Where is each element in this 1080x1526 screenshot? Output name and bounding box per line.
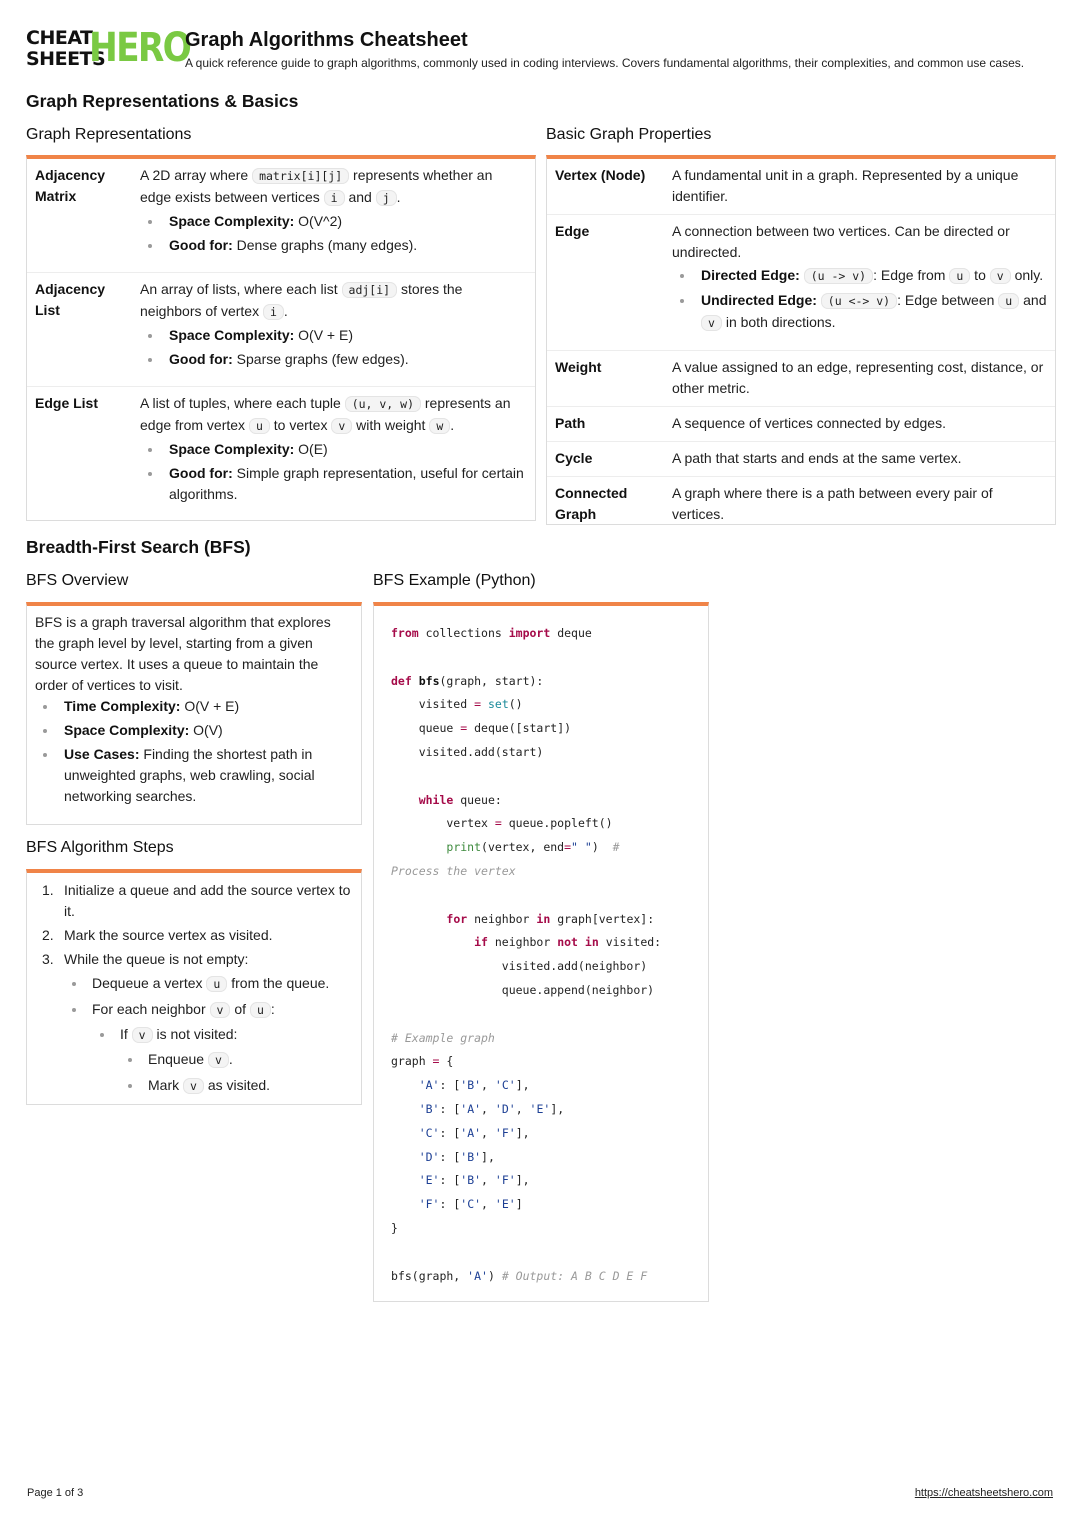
table-row [547, 351, 1055, 407]
section-title-representations: Graph Representations & Basics [26, 91, 299, 111]
text: in both directions. [721, 314, 836, 330]
text: . [228, 1051, 233, 1067]
list-item [140, 235, 527, 256]
inline-code: v [210, 1002, 231, 1018]
list-item [140, 349, 527, 370]
inline-code: u [998, 293, 1019, 309]
sub-list [120, 1049, 353, 1097]
row-key: Vertex (Node) [555, 167, 646, 183]
text: : [270, 1001, 275, 1017]
table-row [27, 273, 535, 387]
text: A list of tuples, where each tuple [140, 395, 345, 411]
table-row [27, 387, 535, 516]
code-block: from collections import deque def bfs(graph, start): visited = set() queue = deque([start]) visited.add(start) while queue: vertex = queue.popleft() print(vertex, end=" ") # Process the vertex for neighbor in graph[vertex]: if neighbor not in visited: visited.add(neighbor) queue.append(neighbor) # Example graph graph = { 'A': ['B', 'C'], 'B': ['A', 'D', 'E'], 'C': ['A', 'F'], 'D': ['B'], 'E': ['B', 'F'], 'F': ['C', 'E'] } bfs(graph, 'A') # Output: A B C D E F [391, 626, 662, 1283]
text: . [283, 303, 288, 319]
page-subtitle: A quick reference guide to graph algorithms, commonly used in coding interviews. Covers fundamental algorithms, their complexities, and common use cases. [185, 56, 1025, 70]
list-item [92, 1024, 353, 1097]
text: only. [1010, 267, 1044, 283]
text: Initialize a queue and add the source vertex to it. [64, 882, 351, 919]
row-value [664, 215, 1055, 351]
page-number: Page 1 of 3 [27, 1487, 84, 1499]
row-value: A path that starts and ends at the same vertex. [664, 442, 1055, 477]
label: Space Complexity: [169, 441, 295, 457]
inline-code: i [263, 304, 284, 320]
row-key: Edge List [27, 387, 132, 516]
text: is not visited: [152, 1026, 238, 1042]
card-bfs-overview [26, 602, 362, 825]
text: with weight [352, 417, 430, 433]
label: Space Complexity: [169, 327, 295, 343]
text: to [970, 267, 990, 283]
text: from the queue. [227, 975, 330, 991]
logo-line1: CHEAT [26, 27, 93, 49]
logo-hero: HERO [89, 25, 191, 71]
row-key: Connected Graph [547, 477, 664, 533]
label: Directed Edge: [701, 267, 800, 283]
card-title-bfs-overview: BFS Overview [26, 572, 129, 589]
list-item [140, 325, 527, 346]
list-item [140, 211, 527, 232]
page-title: Graph Algorithms Cheatsheet [185, 29, 468, 51]
inline-code: matrix[i][j] [252, 168, 349, 184]
text: . [396, 189, 401, 205]
row-value [132, 387, 535, 516]
inline-code: v [208, 1052, 229, 1068]
overview-text: BFS is a graph traversal algorithm that explores the graph level by level, starting from a given source vertex. It uses a queue to maintain the order of vertices to visit. [35, 614, 331, 693]
label: Time Complexity: [64, 698, 181, 714]
text: stores the neighbors of vertex [140, 281, 463, 319]
list-item [120, 1075, 353, 1097]
inline-code: adj[i] [342, 282, 398, 298]
list-item [35, 949, 353, 1097]
representations-table [27, 159, 535, 515]
row-key: Adjacency List [27, 273, 132, 387]
value: Finding the shortest path in unweighted graphs, web crawling, social networking searches. [64, 746, 315, 804]
step-number: 2. [42, 927, 54, 943]
text: represents whether an edge exists between vertices [140, 167, 493, 205]
inline-code: u [249, 418, 270, 434]
value: O(V^2) [294, 213, 343, 229]
bullet-list [140, 211, 527, 256]
row-value: A fundamental unit in a graph. Represented by a unique identifier. [672, 167, 1019, 204]
table-row [547, 159, 1055, 215]
text: : Edge from [873, 267, 950, 283]
label: Good for: [169, 237, 233, 253]
value: O(V + E) [180, 698, 240, 714]
text: A connection between two vertices. Can be directed or undirected. [672, 223, 1010, 260]
row-key: Cycle [547, 442, 664, 477]
value: Sparse graphs (few edges). [232, 351, 409, 367]
text: represents an edge from vertex [140, 395, 511, 433]
list-item [672, 265, 1047, 287]
text: Mark [148, 1077, 183, 1093]
label: Good for: [169, 351, 233, 367]
inline-code: v [132, 1027, 153, 1043]
bullet-list [140, 325, 527, 370]
bullet-list [140, 439, 527, 505]
table-row [27, 159, 535, 273]
list-item [140, 463, 527, 505]
sub-list [64, 973, 353, 1097]
list-item [35, 744, 353, 807]
inline-code: (u, v, w) [345, 396, 421, 412]
row-key: Adjacency Matrix [35, 167, 106, 204]
properties-table [547, 159, 1055, 532]
step-number: 3. [42, 951, 54, 967]
section-title-bfs: Breadth-First Search (BFS) [26, 537, 251, 557]
inline-code: v [701, 315, 722, 331]
step-number: 1. [42, 882, 54, 898]
card-title-bfs-example: BFS Example (Python) [373, 572, 536, 589]
steps-list [27, 873, 361, 1097]
logo-line2: SHEETS [26, 48, 106, 70]
bullet-list [27, 696, 361, 807]
list-item [35, 880, 353, 922]
value: Dense graphs (many edges). [232, 237, 418, 253]
list-item [64, 999, 353, 1097]
card-basic-properties [546, 155, 1056, 525]
inline-code: u [250, 1002, 271, 1018]
row-value: A graph where there is a path between every pair of vertices. [664, 477, 1055, 533]
text: Enqueue [148, 1051, 208, 1067]
text: to vertex [269, 417, 332, 433]
text: . [450, 417, 455, 433]
inline-code: v [183, 1078, 204, 1094]
table-row [547, 407, 1055, 442]
value: Simple graph representation, useful for certain algorithms. [169, 465, 524, 502]
row-value: A sequence of vertices connected by edges. [664, 407, 1055, 442]
card-bfs-steps [26, 869, 362, 1105]
text: of [230, 1001, 250, 1017]
text: Mark the source vertex as visited. [64, 927, 273, 943]
text: : Edge between [897, 292, 999, 308]
card-title-graph-representations: Graph Representations [26, 126, 192, 143]
inline-code: u [949, 268, 970, 284]
list-item [35, 720, 353, 741]
table-row [547, 215, 1055, 351]
list-item [35, 925, 353, 946]
sub-list [92, 1024, 353, 1097]
value: O(E) [294, 441, 328, 457]
card-title-basic-properties: Basic Graph Properties [546, 126, 712, 143]
inline-code: v [331, 418, 352, 434]
row-key: Weight [547, 351, 664, 407]
list-item [672, 290, 1047, 334]
inline-code: (u <-> v) [821, 293, 897, 309]
row-value [132, 159, 535, 273]
label: Use Cases: [64, 746, 140, 762]
list-item [140, 439, 527, 460]
label: Good for: [169, 465, 233, 481]
text: and [344, 189, 376, 205]
card-graph-representations [26, 155, 536, 521]
table-row [547, 442, 1055, 477]
inline-code: i [324, 190, 345, 206]
text: While the queue is not empty: [64, 951, 249, 967]
row-value: A value assigned to an edge, representing cost, distance, or other metric. [664, 351, 1055, 407]
card-title-bfs-steps: BFS Algorithm Steps [26, 839, 174, 856]
text: For each neighbor [92, 1001, 210, 1017]
inline-code: (u -> v) [804, 268, 873, 284]
row-key: Edge [547, 215, 664, 351]
bullet-list [672, 265, 1047, 334]
text: and [1019, 292, 1047, 308]
label: Space Complexity: [64, 722, 190, 738]
site-link[interactable]: https://cheatsheetshero.com [914, 1487, 1053, 1499]
inline-code: u [206, 976, 227, 992]
list-item [64, 973, 353, 995]
logo [26, 25, 191, 72]
inline-code: j [376, 190, 397, 206]
text: A 2D array where [140, 167, 253, 183]
text: as visited. [203, 1077, 271, 1093]
label: Undirected Edge: [701, 292, 817, 308]
text: If [120, 1026, 132, 1042]
label: Space Complexity: [169, 213, 295, 229]
row-key: Path [547, 407, 664, 442]
text: An array of lists, where each list [140, 281, 342, 297]
table-row [547, 477, 1055, 533]
list-item [120, 1049, 353, 1071]
inline-code: v [990, 268, 1011, 284]
value: O(V + E) [294, 327, 353, 343]
list-item [35, 696, 353, 717]
value: O(V) [189, 722, 223, 738]
card-bfs-example [373, 602, 709, 1302]
row-value [132, 273, 535, 387]
inline-code: w [429, 418, 450, 434]
text: Dequeue a vertex [92, 975, 207, 991]
